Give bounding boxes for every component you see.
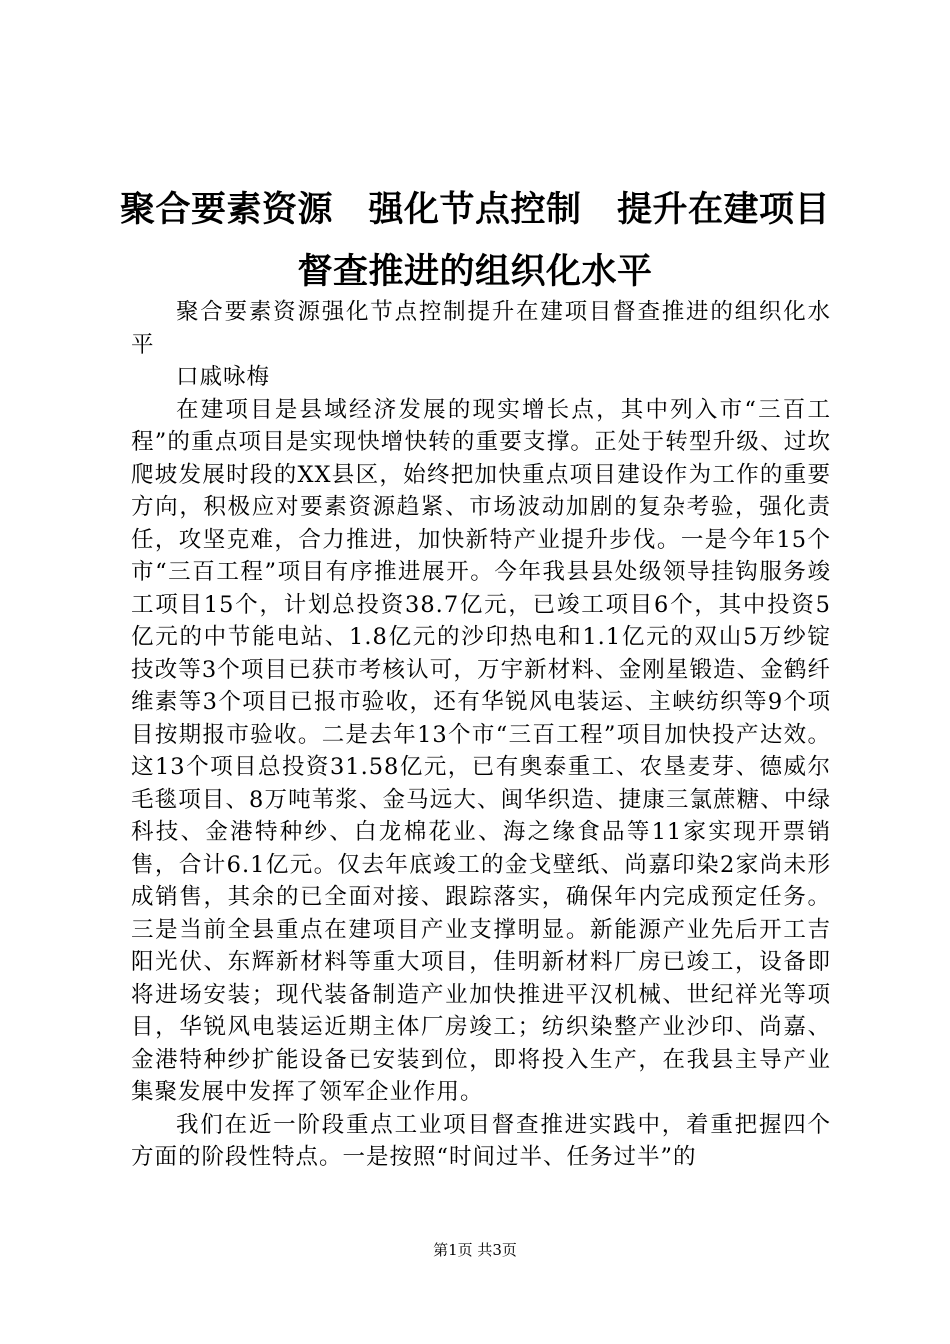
document-title-line-2: 督查推进的组织化水平 bbox=[297, 252, 653, 292]
paragraph-continued: 我们在近一阶段重点工业项目督查推进实践中，着重把握四个方面的阶段性特点。一是按照“时间过半、任务过半”的 bbox=[131, 1111, 831, 1170]
document-body bbox=[131, 296, 831, 1174]
paragraph-subtitle: 聚合要素资源强化节点控制提升在建项目督查推进的组织化水平 bbox=[131, 299, 831, 358]
paragraph-main: 在建项目是县域经济发展的现实增长点，其中列入市“三百工程”的重点项目是实现快增快转的重要支撑。正处于转型升级、过坎爬坡发展时段的XX县区，始终把加快重点项目建设作为工作的重要方向，积极应对要素资源趋紧、市场波动加剧的复杂考验，强化责任，攻坚克难，合力推进，加快新特产业提升步伐。一是今年15个市“三百工程”项目有序推进展开。今年我县县处级领导挂钩服务竣工项目15个，计划总投资38.7亿元，已竣工项目6个，其中投资5亿元的中节能电站、1.8亿元的沙印热电和1.1亿元的双山5万纱锭技改等3个项目已获市考核认可，万宇新材料、金刚星锻造、金鹤纤维素等3个项目已报市验收，还有华锐风电装运、主峡纺织等9个项目按期报市验收。二是去年13个市“三百工程”项目加快投产达效。这13个项目总投资31.58亿元，已有奥泰重工、农垦麦芽、德威尔毛毯项目、8万吨苇浆、金马远大、闽华织造、捷康三氯蔗糖、中绿科技、金港特种纱、白龙棉花业、海之缘食品等11家实现开票销售，合计6.1亿元。仅去年底竣工的金戈壁纸、尚嘉印染2家尚未形成销售，其余的已全面对接、跟踪落实，确保年内完成预定任务。三是当前全县重点在建项目产业支撑明显。新能源产业先后开工吉阳光伏、东辉新材料等重大项目，佳明新材料厂房已竣工，设备即将进场安装；现代装备制造产业加快推进平汉机械、世纪祥光等项目，华锐风电装运近期主体厂房竣工；纺织染整产业沙印、尚嘉、金港特种纱扩能设备已安装到位，即将投入生产，在我县主导产业集聚发展中发挥了领军企业作用。 bbox=[131, 396, 831, 1105]
page-footer: 第1页 共3页 bbox=[433, 1241, 517, 1259]
paragraph-author: 口戚咏梅 bbox=[176, 364, 271, 390]
document-title-line-1: 聚合要素资源 强化节点控制 提升在建项目 bbox=[120, 190, 831, 230]
